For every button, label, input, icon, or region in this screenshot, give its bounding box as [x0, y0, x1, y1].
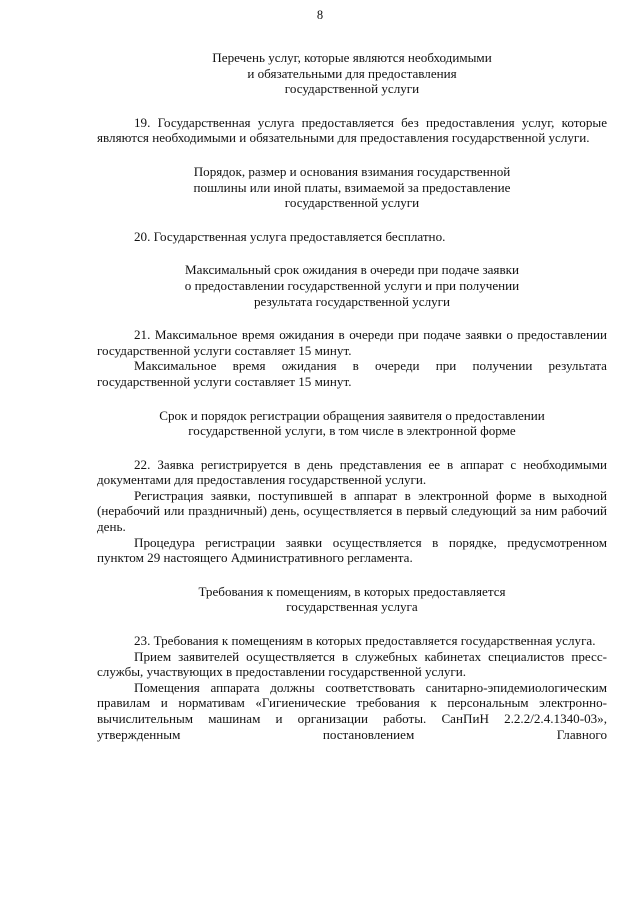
heading-line: пошлины или иной платы, взимаемой за предоставление: [193, 179, 511, 195]
heading-line: государственная услуга: [286, 599, 418, 615]
heading-line: Требования к помещениям, в которых предоставляется: [198, 583, 506, 599]
paragraph-23: 23. Требования к помещениям в которых предоставляется государственная услуга.: [134, 633, 596, 649]
document-body: [97, 50, 607, 742]
section-heading-waiting-time: [97, 262, 607, 309]
heading-line: Порядок, размер и основания взимания государственной: [193, 163, 511, 179]
section-heading-required-services: [97, 50, 607, 97]
section-heading-registration: [97, 408, 607, 439]
page-number: 8: [316, 8, 324, 22]
heading-line: Максимальный срок ожидания в очереди при подаче заявки: [185, 262, 519, 278]
heading-line: государственной услуги: [284, 195, 420, 211]
paragraph-22-electronic: Регистрация заявки, поступившей в аппарат в электронной форме в выходной (нерабочий или праздничный) день, осуществляется в первый следующий за ним рабочий день.: [97, 487, 607, 535]
heading-line: результата государственной услуги: [253, 293, 451, 309]
heading-line: государственной услуги, в том числе в электронной форме: [188, 423, 516, 439]
paragraph-20: 20. Государственная услуга предоставляется бесплатно.: [134, 228, 446, 244]
paragraph-23-sanitary: Помещения аппарата должны соответствовать санитарно-эпидемиологическим правилам и нормативам «Гигиенические требования к персональным электронно-вычислительным машинам и организации работы. СанПиН 2.2.2/2.4.1340-03», утвержденным постановлением Главного: [97, 679, 607, 742]
heading-line: Перечень услуг, которые являются необходимыми: [212, 50, 492, 65]
heading-line: Срок и порядок регистрации обращения заявителя о предоставлении: [159, 407, 545, 423]
heading-line: и обязательными для предоставления: [247, 65, 457, 81]
paragraph-19: 19. Государственная услуга предоставляется без предоставления услуг, которые являются необходимыми и обязательными для предоставления государственной услуги.: [97, 114, 607, 146]
paragraph-21-cont: Максимальное время ожидания в очереди при получении результата государственной услуги составляет 15 минут.: [97, 358, 607, 389]
heading-line: государственной услуги: [284, 81, 420, 97]
paragraph-21: 21. Максимальное время ожидания в очереди при подаче заявки о предоставлении государственной услуги составляет 15 минут.: [97, 327, 607, 358]
section-heading-fees: [97, 164, 607, 211]
section-heading-premises: [97, 584, 607, 615]
paragraph-23-reception: Прием заявителей осуществляется в служебных кабинетах специалистов пресс-службы, участвующих в предоставлении государственной услуги.: [97, 648, 607, 680]
paragraph-22-procedure: Процедура регистрации заявки осуществляется в порядке, предусмотренном пунктом 29 настоящего Административного регламента.: [97, 534, 607, 566]
heading-line: о предоставлении государственной услуги и при получении: [184, 277, 520, 293]
paragraph-22: 22. Заявка регистрируется в день представления ее в аппарат с необходимыми документами для предоставления государственной услуги.: [97, 456, 607, 488]
